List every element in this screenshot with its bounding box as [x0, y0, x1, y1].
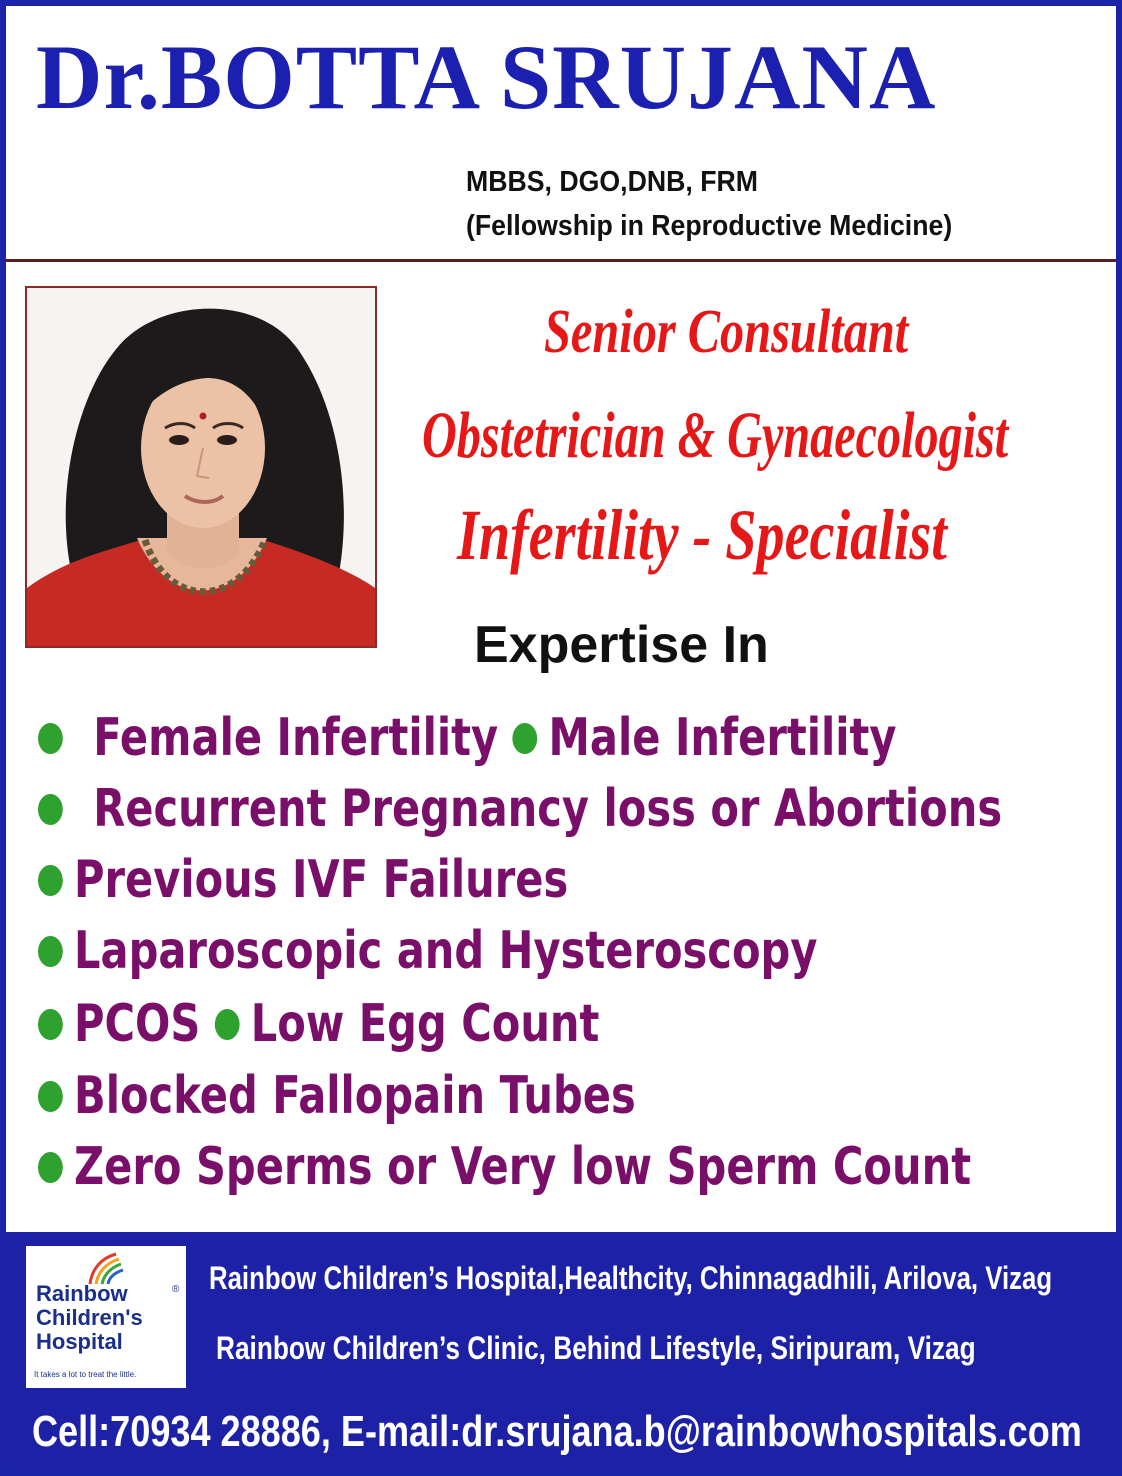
expertise-item: Female Infertility [93, 708, 499, 768]
bullet-icon [38, 1152, 63, 1183]
expertise-row [38, 991, 599, 1057]
bullet-icon [513, 723, 538, 754]
hospital-address: Rainbow Children’s Hospital,Healthcity, Chinnagadhili, Arilova, Vizag [209, 1260, 1053, 1296]
expertise-item: Laparoscopic and Hysteroscopy [74, 921, 818, 981]
expertise-row [38, 1134, 971, 1200]
bullet-icon [38, 794, 63, 825]
bullet-icon [38, 1081, 63, 1112]
doctor-photo [25, 286, 377, 648]
expertise-heading: Expertise In [474, 616, 769, 674]
title-infertility-specialist: Infertility - Specialist [457, 495, 947, 575]
bullet-icon [38, 865, 63, 896]
bullet-icon [215, 1009, 240, 1040]
doctor-name: Dr.BOTTA SRUJANA [36, 26, 937, 128]
bullet-icon [38, 936, 63, 967]
title-senior-consultant: Senior Consultant [544, 298, 909, 366]
bullet-icon [38, 723, 63, 754]
contact-info: Cell:70934 28886, E-mail:dr.srujana.b@rainbowhospitals.com [32, 1407, 1082, 1456]
fellowship: (Fellowship in Reproductive Medicine) [466, 210, 953, 242]
expertise-row [38, 705, 897, 771]
logo-tagline: It takes a lot to treat the little. [34, 1370, 137, 1379]
bullet-icon [38, 1009, 63, 1040]
expertise-item: Recurrent Pregnancy loss or Abortions [93, 779, 1003, 839]
expertise-item: Blocked Fallopain Tubes [74, 1066, 636, 1126]
expertise-item: Male Infertility [548, 708, 897, 768]
hospital-logo [26, 1246, 186, 1388]
expertise-item: Previous IVF Failures [74, 850, 569, 910]
qualifications-block [466, 160, 1055, 248]
expertise-row [38, 847, 568, 913]
logo-line: Rainbow [36, 1281, 128, 1306]
logo-wordmark [36, 1282, 186, 1354]
registered-mark: ® [172, 1284, 180, 1295]
expertise-item: Low Egg Count [250, 994, 600, 1054]
expertise-row [38, 918, 817, 984]
expertise-item: Zero Sperms or Very low Sperm Count [74, 1137, 972, 1197]
title-obstetrician: Obstetrician & Gynaecologist [422, 399, 1009, 472]
qualifications: MBBS, DGO,DNB, FRM [466, 166, 758, 198]
expertise-row [38, 1063, 636, 1129]
logo-line: Hospital [36, 1329, 123, 1354]
clinic-address: Rainbow Children’s Clinic, Behind Lifestyle, Siripuram, Vizag [216, 1330, 976, 1366]
expertise-item: PCOS [74, 994, 201, 1054]
header-divider [6, 259, 1116, 262]
logo-line: Children's [36, 1305, 143, 1330]
expertise-row [38, 776, 1002, 842]
